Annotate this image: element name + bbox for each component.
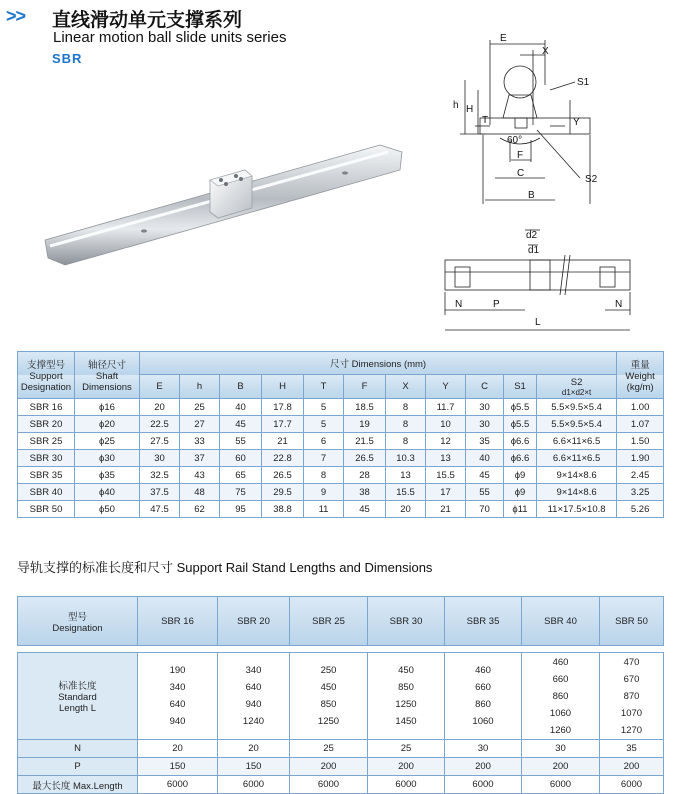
table-cell: 8 [304,467,344,484]
svg-text:B: B [528,190,535,201]
table-cell: 5.5×9.5×5.4 [537,399,617,416]
length-label: 标准长度 Standard Length L [18,653,138,740]
svg-text:P: P [493,299,500,310]
table-cell: 11×17.5×10.8 [537,501,617,518]
svg-text:L: L [535,317,541,328]
length-value: 850 [320,699,337,710]
product-photo [40,140,410,270]
table-cell: 55 [466,484,504,501]
table-cell: ϕ35 [75,467,140,484]
col-header: C [466,375,504,399]
dimensions-header: 尺寸 Dimensions (mm) [140,352,617,375]
table-cell: ϕ25 [75,433,140,450]
table-cell: 38.8 [262,501,304,518]
length-value: 670 [623,673,640,685]
table-cell: 25 [290,740,368,758]
svg-text:X: X [542,46,549,57]
table-cell: 65 [220,467,262,484]
table-cell: 6000 [445,776,522,794]
table-cell: 1.07 [617,416,664,433]
table-cell: 21.5 [344,433,386,450]
table-cell: ϕ6.6 [504,433,537,450]
table-cell: 6 [304,433,344,450]
table-cell: SBR 50 [18,501,75,518]
length-value: 850 [398,682,414,693]
col-header: T [304,375,344,399]
model-header: SBR 25 [290,597,368,646]
table-cell: 200 [368,758,445,776]
table-cell: 30 [466,416,504,433]
table-cell: ϕ50 [75,501,140,518]
table-cell: 32.5 [140,467,180,484]
table-cell: 27.5 [140,433,180,450]
length-value: 640 [245,682,262,693]
model-header: SBR 35 [445,597,522,646]
table-row [18,433,664,450]
col-header: E [140,375,180,399]
table-cell: 25 [368,740,445,758]
svg-text:S1: S1 [577,77,590,88]
length-cell [218,653,290,740]
table-cell: 13 [386,467,426,484]
table-cell: 45 [466,467,504,484]
length-value: 640 [169,699,186,710]
length-value: 660 [552,673,569,685]
table-cell: 13 [426,450,466,467]
table-cell: 21 [262,433,304,450]
model-code: SBR [52,51,83,66]
table-cell: ϕ5.5 [504,399,537,416]
table-cell: 200 [290,758,368,776]
col-header: B [220,375,262,399]
table-row [18,416,664,433]
table-cell: ϕ11 [504,501,537,518]
length-value: 190 [169,665,186,676]
table-cell: 30 [522,740,600,758]
table-cell: SBR 30 [18,450,75,467]
table-cell: 6.6×11×6.5 [537,450,617,467]
table-cell: 70 [466,501,504,518]
svg-text:N: N [615,299,623,310]
length-value: 470 [623,656,640,668]
length-row [18,653,664,740]
table-cell: 30 [445,740,522,758]
table-cell: 29.5 [262,484,304,501]
svg-text:d1: d1 [528,245,540,256]
svg-text:C: C [517,168,525,179]
table-cell: ϕ40 [75,484,140,501]
model-header: SBR 30 [368,597,445,646]
table-cell: 26.5 [262,467,304,484]
table-cell: 11 [304,501,344,518]
length-cell [368,653,445,740]
length-value: 870 [623,690,640,702]
table-cell: 17 [426,484,466,501]
table-cell: 28 [344,467,386,484]
table-cell: 5 [304,416,344,433]
table-cell: 33 [180,433,220,450]
col-header: S1 [504,375,537,399]
model-header: SBR 40 [522,597,600,646]
table-cell: 30 [466,399,504,416]
table-cell: ϕ9 [504,484,537,501]
col-header: h [180,375,220,399]
table-cell: 15.5 [426,467,466,484]
table-cell: SBR 35 [18,467,75,484]
table-cell: 6000 [218,776,290,794]
table-cell: 9 [304,484,344,501]
table-cell: 26.5 [344,450,386,467]
svg-text:F: F [517,150,524,161]
n-row [18,740,664,758]
table-cell: 43 [180,467,220,484]
model-header: SBR 16 [138,597,218,646]
length-value: 1060 [472,716,494,727]
table-cell: 150 [138,758,218,776]
length-value: 460 [552,656,569,668]
length-value: 1450 [395,716,417,727]
table-cell: 19 [344,416,386,433]
length-value: 860 [475,699,491,710]
svg-text:N: N [455,299,463,310]
table-cell: 8 [386,433,426,450]
length-value: 1270 [620,724,643,736]
table-cell: 6000 [290,776,368,794]
col-header: F [344,375,386,399]
page-title: 直线滑动单元支撑系列 [52,10,243,31]
col-header: Y [426,375,466,399]
table-cell: 1.50 [617,433,664,450]
table-cell: 40 [466,450,504,467]
table-cell: 21 [426,501,466,518]
table-cell: 18.5 [344,399,386,416]
table-row [18,484,664,501]
p-row [18,758,664,776]
table-cell: ϕ16 [75,399,140,416]
svg-text:60°: 60° [507,135,523,146]
table-cell: 8 [386,416,426,433]
length-value: 1250 [317,716,340,727]
table-cell: 17.7 [262,416,304,433]
table-cell: 6000 [368,776,445,794]
table-cell: SBR 16 [18,399,75,416]
table-cell: 20 [138,740,218,758]
table-cell: 30 [140,450,180,467]
table-cell: 6000 [600,776,664,794]
page-subtitle: Linear motion ball slide units series [53,29,287,46]
table-cell: SBR 20 [18,416,75,433]
svg-text:E: E [500,33,507,44]
table-cell: 6.6×11×6.5 [537,433,617,450]
dimensions-table [17,351,664,518]
table-cell: 10.3 [386,450,426,467]
table-cell: 17.8 [262,399,304,416]
table-cell: 9×14×8.6 [537,484,617,501]
table-cell: 12 [426,433,466,450]
shaft-header: 轴径尺寸 Shaft Dimensions [75,352,140,399]
svg-text:Y: Y [573,117,580,128]
table-cell: 20 [386,501,426,518]
designation-header: 型号 Designation [18,597,138,646]
table-cell: SBR 25 [18,433,75,450]
row-label: 最大长度 Max.Length [18,776,138,794]
table-cell: 20 [218,740,290,758]
table-cell: 3.25 [617,484,664,501]
table-cell: 1.90 [617,450,664,467]
weight-header: 重量 Weight (kg/m) [617,352,664,399]
table-cell: 25 [180,399,220,416]
table-cell: 2.45 [617,467,664,484]
length-value: 340 [169,682,186,693]
table-cell: 8 [386,399,426,416]
length-cell [138,653,218,740]
length-value: 940 [169,716,186,727]
length-value: 450 [398,665,414,676]
table-cell: 35 [600,740,664,758]
table-cell: 27 [180,416,220,433]
length-value: 460 [475,665,491,676]
table-cell: 60 [220,450,262,467]
table-cell: SBR 40 [18,484,75,501]
svg-text:H: H [466,104,474,115]
table-cell: 47.5 [140,501,180,518]
designation-header: 支撑型号 Support Designation [18,352,75,399]
table-cell: ϕ9 [504,467,537,484]
row-label: P [18,758,138,776]
table-cell: 200 [600,758,664,776]
table-cell: 95 [220,501,262,518]
length-value: 450 [320,682,337,693]
rail-lengths-table [17,596,664,794]
table-cell: 75 [220,484,262,501]
table-cell: 38 [344,484,386,501]
table-row [18,467,664,484]
table-row [18,501,664,518]
length-value: 1060 [549,707,572,719]
length-cell [445,653,522,740]
col-header: S2 d1×d2×t [537,375,617,399]
table-cell: 45 [220,416,262,433]
table-cell: 20 [140,399,180,416]
row-label: N [18,740,138,758]
cross-section-drawing [425,30,625,210]
table-cell: ϕ30 [75,450,140,467]
length-cell [600,653,664,740]
max-length-row [18,776,664,794]
table-cell: 7 [304,450,344,467]
table-cell: 62 [180,501,220,518]
model-header: SBR 50 [600,597,664,646]
table-cell: 45 [344,501,386,518]
svg-text:h: h [453,100,459,111]
svg-text:S2: S2 [585,174,598,185]
table-cell: 22.8 [262,450,304,467]
length-cell [290,653,368,740]
table-cell: 35 [466,433,504,450]
length-value: 660 [475,682,491,693]
length-cell [522,653,600,740]
table-cell: ϕ20 [75,416,140,433]
table-cell: 5 [304,399,344,416]
table-cell: 15.5 [386,484,426,501]
table-cell: 6000 [138,776,218,794]
length-value: 860 [552,690,569,702]
header-arrows: >> [6,6,26,26]
length-value: 1240 [242,716,265,727]
table-cell: 48 [180,484,220,501]
table-cell: 200 [445,758,522,776]
length-value: 1250 [395,699,417,710]
svg-text:T: T [482,115,489,126]
table-cell: 1.00 [617,399,664,416]
length-value: 1070 [620,707,643,719]
table-row [18,450,664,467]
table-cell: 150 [218,758,290,776]
table-cell: 5.5×9.5×5.4 [537,416,617,433]
table-row [18,399,664,416]
table-cell: 37.5 [140,484,180,501]
length-value: 340 [245,665,262,676]
table-cell: 9×14×8.6 [537,467,617,484]
model-header: SBR 20 [218,597,290,646]
table-cell: ϕ5.5 [504,416,537,433]
table-cell: 5.26 [617,501,664,518]
length-value: 1260 [549,724,572,736]
length-value: 250 [320,665,337,676]
table-cell: 6000 [522,776,600,794]
table-cell: 11.7 [426,399,466,416]
table-cell: 22.5 [140,416,180,433]
table-cell: 10 [426,416,466,433]
svg-text:d2: d2 [526,230,538,241]
col-header: H [262,375,304,399]
table-cell: 55 [220,433,262,450]
table-cell: 200 [522,758,600,776]
table-cell: 37 [180,450,220,467]
section-title: 导轨支撑的标准长度和尺寸 Support Rail Stand Lengths and Dimensions [17,560,433,575]
table-cell: 40 [220,399,262,416]
side-view-drawing [430,225,640,335]
length-value: 940 [245,699,262,710]
table-cell: ϕ6.6 [504,450,537,467]
col-header: X [386,375,426,399]
